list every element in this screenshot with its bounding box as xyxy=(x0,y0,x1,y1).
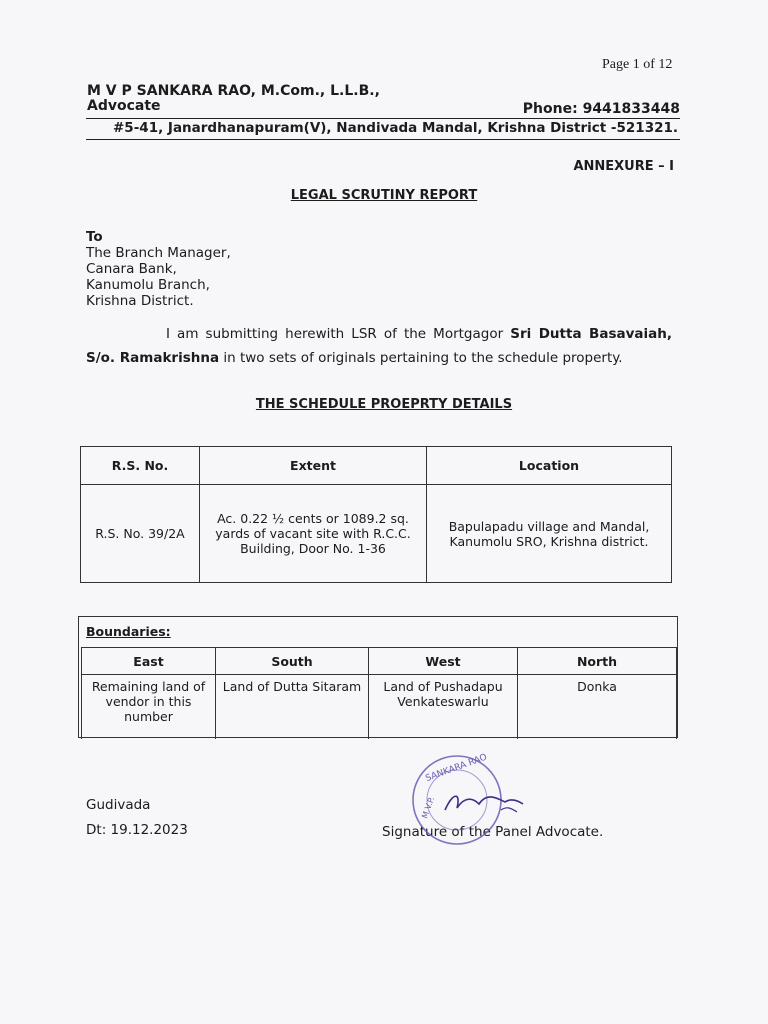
boundaries-title: Boundaries: xyxy=(86,624,171,639)
recipient-line: The Branch Manager, xyxy=(86,245,231,261)
header-rule-top xyxy=(86,118,680,119)
page-number: Page 1 of 12 xyxy=(602,57,673,72)
table-cell: Land of Pushadapu Venkateswarlu xyxy=(369,675,518,740)
report-title: LEGAL SCRUTINY REPORT xyxy=(290,188,478,203)
svg-text:M.V.P.: M.V.P. xyxy=(420,795,437,820)
table-header: East xyxy=(82,648,216,675)
table-cell: Ac. 0.22 ½ cents or 1089.2 sq. yards of vacant site with R.C.C. Building, Door No. 1-36 xyxy=(200,485,427,583)
schedule-table xyxy=(80,446,672,583)
phone-number: Phone: 9441833448 xyxy=(522,101,680,117)
table-header: Extent xyxy=(200,447,427,485)
intro-paragraph: I am submitting herewith LSR of the Mortgagor Sri Dutta Basavaiah, S/o. Ramakrishna in two sets of originals pertaining to the schedule property. xyxy=(86,326,672,366)
table-row xyxy=(81,485,672,583)
advocate-address: #5-41, Janardhanapuram(V), Nandivada Mandal, Krishna District -521321. xyxy=(113,120,679,136)
advocate-stamp xyxy=(405,752,531,852)
table-header: Location xyxy=(427,447,672,485)
advocate-header xyxy=(87,84,380,114)
header-rule-bottom xyxy=(86,139,680,140)
signature-label: Signature of the Panel Advocate. xyxy=(382,824,604,840)
boundaries-table xyxy=(81,647,677,739)
mortgagor-name: Sri Dutta Basavaiah, S/o. Ramakrishna xyxy=(86,326,672,366)
annexure-label: ANNEXURE – I xyxy=(573,159,674,174)
table-header: South xyxy=(216,648,369,675)
table-cell: Donka xyxy=(518,675,677,740)
date: Dt: 19.12.2023 xyxy=(86,822,188,838)
table-header: R.S. No. xyxy=(81,447,200,485)
advocate-name: M V P SANKARA RAO, M.Com., L.L.B., xyxy=(87,83,380,99)
place: Gudivada xyxy=(86,797,151,813)
to-label: To xyxy=(86,229,103,245)
table-header: North xyxy=(518,648,677,675)
boundaries-box xyxy=(78,616,678,738)
schedule-title: THE SCHEDULE PROEPRTY DETAILS xyxy=(255,397,513,412)
advocate-title: Advocate xyxy=(87,98,161,114)
table-cell: Bapulapadu village and Mandal, Kanumolu SRO, Krishna district. xyxy=(427,485,672,583)
svg-text:SANKARA RAO: SANKARA RAO xyxy=(424,752,489,785)
recipient-line: Krishna District. xyxy=(86,293,194,309)
table-cell: Land of Dutta Sitaram xyxy=(216,675,369,740)
table-row xyxy=(82,675,677,740)
table-header: West xyxy=(369,648,518,675)
recipient-line: Canara Bank, xyxy=(86,261,177,277)
recipient-line: Kanumolu Branch, xyxy=(86,277,210,293)
table-cell: Remaining land of vendor in this number xyxy=(82,675,216,740)
table-cell: R.S. No. 39/2A xyxy=(81,485,200,583)
recipient-block xyxy=(86,229,231,309)
